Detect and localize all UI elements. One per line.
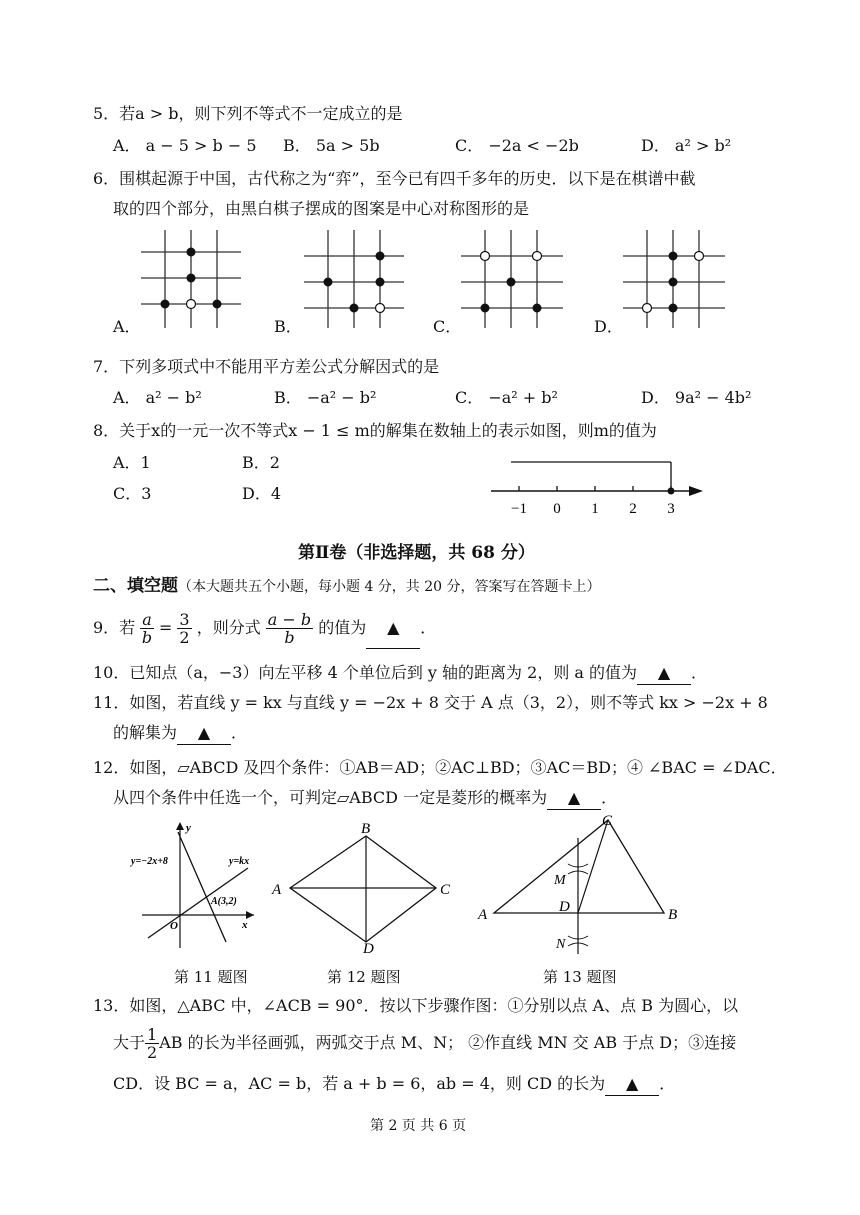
q8-option-c: C．3 bbox=[113, 484, 152, 503]
caption-fig13: 第 13 题图 bbox=[543, 968, 617, 986]
page-footer: 第 2 页 共 6 页 bbox=[370, 1118, 467, 1134]
q5-option-c: C． −2a < −2b bbox=[455, 136, 579, 155]
q11-line1: 11．如图，若直线 y = kx 与直线 y = −2x + 8 交于 A 点（3，2），则不等式 kx > −2x + 8 bbox=[93, 693, 768, 712]
q9-fraction-ab: $\frac{a}{b}$ bbox=[141, 610, 153, 647]
q9-answer-blank[interactable]: ▲ bbox=[366, 608, 420, 649]
fig11-line2-label: y=kx bbox=[229, 856, 250, 867]
q9-post: 的值为 bbox=[318, 618, 367, 637]
tick-label: 1 bbox=[591, 501, 599, 517]
q6-line1: 6．围棋起源于中国，古代称之为“弈”，至今已有四千多年的历史．以下是在棋谱中截 bbox=[93, 169, 696, 188]
fig13-label-m: M bbox=[554, 873, 566, 888]
fig12-label-b: B bbox=[361, 822, 371, 837]
q13-answer-blank[interactable]: ▲ bbox=[605, 1073, 659, 1096]
q7-option-c: C． −a² + b² bbox=[455, 388, 558, 407]
q10-text: 10．已知点（a，−3）向左平移 4 个单位后到 y 轴的距离为 2，则 a 的值为 bbox=[93, 663, 638, 682]
q12-line1: 12．如图，▱ABCD 及四个条件：①AB＝AD；②AC⊥BD；③AC＝BD；④ ∠BAC = ∠DAC． bbox=[93, 758, 787, 777]
fig13-label-c: C bbox=[602, 813, 613, 829]
q7-stem: 7．下列多项式中不能用平方差公式分解因式的是 bbox=[93, 357, 440, 376]
q8-option-a: A．1 bbox=[113, 453, 151, 472]
fig13-label-n: N bbox=[556, 937, 566, 952]
fig11-x-label: x bbox=[242, 919, 248, 931]
fig13-label-d: D bbox=[559, 899, 570, 915]
q8-option-b: B．2 bbox=[242, 453, 280, 472]
q6-line2: 取的四个部分，由黑白棋子摆成的图案是中心对称图形的是 bbox=[113, 199, 530, 218]
q11-line2: 的解集为 ▲ ． bbox=[113, 722, 247, 745]
q10: 10．已知点（a，−3）向左平移 4 个单位后到 y 轴的距离为 2，则 a 的值为 ▲ ． bbox=[93, 662, 707, 685]
q7-option-d: D． 9a² − 4b² bbox=[641, 388, 752, 407]
section2-title: 二、填空题 bbox=[93, 576, 178, 596]
q9: 9．若 $\frac{a}{b}$ = $\frac{3}{2}$ ，则分式 $\frac{a - b}{b}$ 的值为 ▲ ． bbox=[93, 610, 437, 647]
q13-line3: CD．设 BC = a，AC = b，若 a + b = 6，ab = 4，则 CD 的长为 ▲ ． bbox=[113, 1073, 675, 1096]
go-board-d bbox=[617, 226, 729, 332]
q11-answer-blank[interactable]: ▲ bbox=[177, 722, 231, 745]
fig13-label-b: B bbox=[668, 907, 678, 923]
go-board-c bbox=[455, 226, 567, 332]
go-board-a bbox=[135, 226, 245, 332]
q12-answer-blank[interactable]: ▲ bbox=[547, 787, 601, 810]
tick-label: 0 bbox=[553, 501, 561, 517]
q7-option-a: A． a² − b² bbox=[113, 388, 202, 407]
q13-line2: 大于 $\frac{1}{2}$ AB 的长为半径画弧，两弧交于点 M、N； ②作直线 MN 交 AB 于点 D；③连接 bbox=[113, 1025, 737, 1062]
go-board-b bbox=[298, 226, 408, 332]
q8-option-d: D．4 bbox=[242, 484, 282, 503]
figure-12 bbox=[268, 822, 458, 954]
q9-mid: ，则分式 bbox=[196, 618, 261, 637]
q13-line1: 13．如图，△ABC 中，∠ACB = 90°．按以下步骤作图：①分别以点 A、点 B 为圆心，以 bbox=[93, 996, 739, 1015]
tick-label: −1 bbox=[511, 501, 527, 517]
fig12-label-a: A bbox=[272, 882, 282, 898]
q9-fraction-amb: $\frac{a - b}{b}$ bbox=[267, 610, 312, 647]
q9-fraction-32: $\frac{3}{2}$ bbox=[179, 610, 190, 647]
q7-option-b: B． −a² − b² bbox=[274, 388, 377, 407]
q5-option-d: D． a² > b² bbox=[641, 136, 732, 155]
caption-fig11: 第 11 题图 bbox=[174, 968, 248, 986]
q5-option-b: B． 5a > 5b bbox=[283, 136, 380, 155]
q12-line2: 从四个条件中任选一个，可判定▱ABCD 一定是菱形的概率为 ▲ ． bbox=[113, 787, 617, 810]
tick-label: 3 bbox=[667, 501, 675, 517]
q5-option-a: A． a − 5 > b − 5 bbox=[113, 136, 257, 155]
q6-label-a: A． bbox=[113, 317, 141, 336]
number-line-figure bbox=[485, 450, 710, 520]
fig11-y-label: y bbox=[186, 822, 191, 834]
fig11-origin: O bbox=[170, 920, 178, 932]
q5-stem: 5．若a > b，则下列不等式不一定成立的是 bbox=[93, 104, 403, 123]
q9-pre: 9．若 bbox=[93, 618, 136, 637]
section2-note: （本大题共五个小题，每小题 4 分，共 20 分，答案写在答题卡上） bbox=[178, 579, 601, 595]
section2-header bbox=[93, 571, 601, 596]
q13-fraction-half: $\frac{1}{2}$ bbox=[147, 1025, 158, 1062]
fig12-label-c: C bbox=[440, 882, 451, 898]
figure-13 bbox=[472, 812, 690, 958]
part2-title: 第Ⅱ卷（非选择题，共 68 分） bbox=[298, 543, 535, 563]
fig12-label-d: D bbox=[363, 941, 374, 954]
fig13-label-a: A bbox=[478, 907, 488, 923]
figure-11 bbox=[130, 820, 260, 950]
q8-stem: 8．关于x的一元一次不等式x − 1 ≤ m的解集在数轴上的表示如图，则m的值为 bbox=[93, 421, 657, 440]
fig11-line1-label: y=−2x+8 bbox=[131, 856, 168, 867]
tick-label: 2 bbox=[629, 501, 637, 517]
fig11-point-a: A(3,2) bbox=[211, 896, 237, 907]
q10-answer-blank[interactable]: ▲ bbox=[637, 662, 691, 685]
q6-label-b: B． bbox=[274, 317, 302, 336]
q6-label-d: D． bbox=[594, 317, 623, 336]
caption-fig12: 第 12 题图 bbox=[327, 968, 401, 986]
q6-label-c: C． bbox=[433, 317, 462, 336]
